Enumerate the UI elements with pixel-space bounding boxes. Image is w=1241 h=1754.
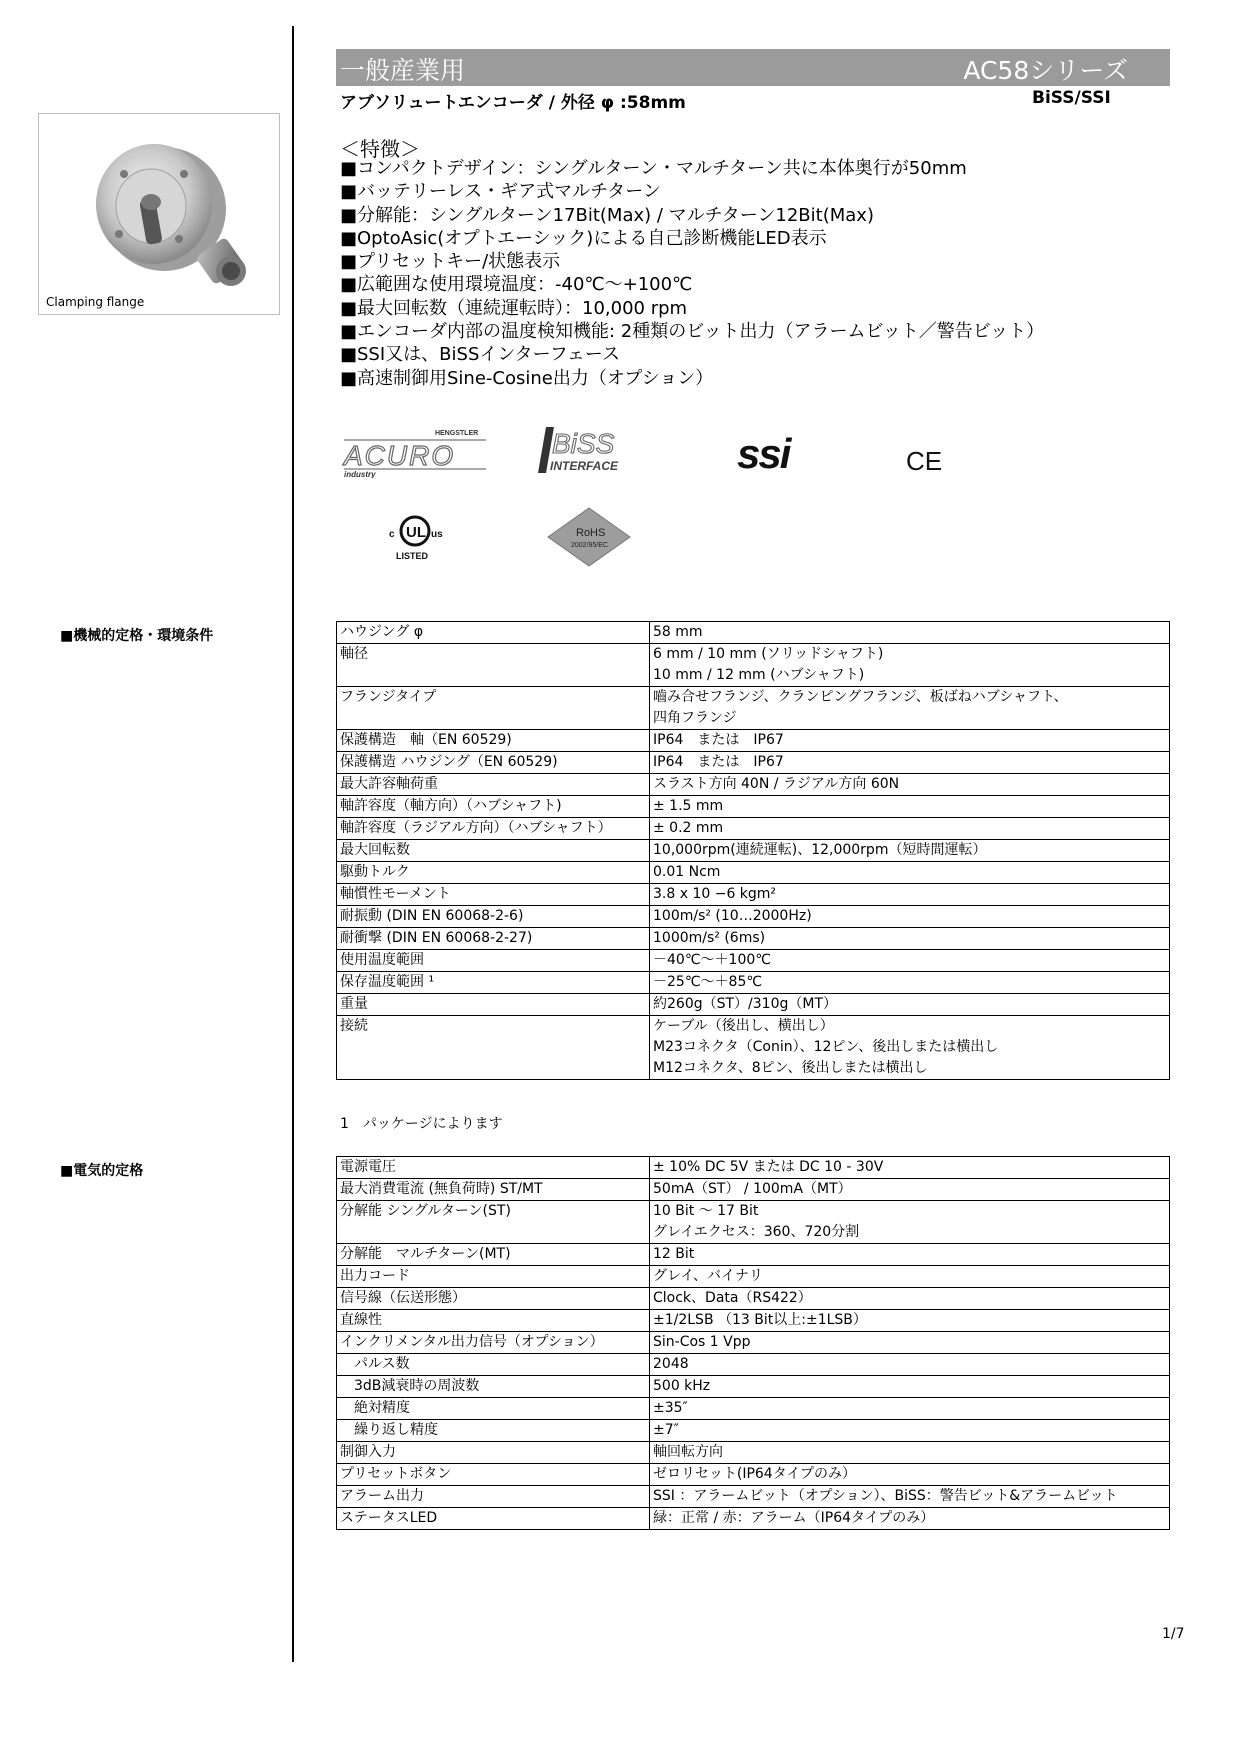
spec-value [650,1464,1170,1486]
spec-value [650,687,1170,730]
spec-value [650,1508,1170,1530]
spec-value-line: IP64 または IP67 [653,754,784,770]
table-row [337,840,1170,862]
spec-value-line: 50mA（ST） / 100mA（MT） [653,1181,852,1197]
feature-item: ■分解能：シングルターン17Bit(Max) / マルチターン12Bit(Max) [340,204,874,226]
table-row [337,994,1170,1016]
svg-text:industry: industry [344,470,376,478]
spec-value [650,1310,1170,1332]
spec-label: ステータスLED [337,1508,650,1530]
encoder-image [39,114,279,314]
table-row [337,928,1170,950]
svg-text:BiSS: BiSS [552,428,615,459]
table-row [337,906,1170,928]
table-row [337,796,1170,818]
spec-label: 保存温度範囲 ¹ [337,972,650,994]
spec-label: フランジタイプ [337,687,650,730]
spec-value [650,906,1170,928]
product-photo-box [38,113,280,315]
spec-value [650,1332,1170,1354]
table-row [337,1016,1170,1080]
spec-label: 最大許容軸荷重 [337,774,650,796]
spec-value-line: IP64 または IP67 [653,732,784,748]
spec-value [650,644,1170,687]
spec-label: パルス数 [337,1354,650,1376]
spec-label: プリセットボタン [337,1464,650,1486]
spec-value-line: 軸回転方向 [653,1444,723,1460]
features-heading: ＜特徴＞ [340,137,420,161]
spec-value-line: 100m/s² (10…2000Hz) [653,908,812,924]
spec-value-line: 1000m/s² (6ms) [653,930,766,946]
spec-value [650,884,1170,906]
spec-value-line: ±35″ [653,1400,688,1416]
svg-text:LISTED: LISTED [396,551,429,561]
spec-value-line: グレイエクセス：360、720分割 [653,1224,860,1240]
spec-value-line: M12コネクタ、8ピン、後出しまたは横出し [653,1060,928,1076]
spec-value-line: ±1/2LSB （13 Bit以上:±1LSB） [653,1312,867,1328]
spec-value [650,1266,1170,1288]
svg-text:us: us [431,529,443,540]
svg-text:c: c [389,529,395,540]
page-title: 一般産業用 [340,56,466,85]
spec-value-line: ± 10% DC 5V または DC 10 - 30V [653,1159,884,1175]
biss-interface-logo [536,425,642,475]
spec-value [650,774,1170,796]
table-row [337,1398,1170,1420]
spec-label: 軸径 [337,644,650,687]
spec-value-line: 緑：正常 / 赤：アラーム（IP64タイプのみ） [653,1510,935,1526]
table-row [337,687,1170,730]
spec-value [650,1244,1170,1266]
svg-text:ssi: ssi [737,432,790,476]
spec-label: 軸許容度（軸方向）（ハブシャフト) [337,796,650,818]
ce-mark-logo [906,447,942,475]
table-row [337,1376,1170,1398]
spec-label: 制御入力 [337,1442,650,1464]
table-row [337,1486,1170,1508]
spec-value [650,1486,1170,1508]
svg-text:UL: UL [406,524,426,541]
feature-item: ■バッテリーレス・ギア式マルチターン [340,181,661,203]
spec-value [650,1420,1170,1442]
svg-text:RoHS: RoHS [576,527,606,539]
spec-value [650,1354,1170,1376]
electrical-spec-table [336,1156,1170,1530]
feature-item: ■SSI又は、BiSSインターフェース [340,344,620,366]
table-row [337,1244,1170,1266]
spec-value-line: ± 1.5 mm [653,798,724,814]
series-title: AC58シリーズ [963,56,1128,85]
table-row [337,622,1170,644]
spec-label: 接続 [337,1016,650,1080]
feature-item: ■エンコーダ内部の温度検知機能: 2種類のビット出力（アラームビット／警告ビット） [340,321,1045,343]
spec-value [650,840,1170,862]
table-row [337,644,1170,687]
spec-value [650,1376,1170,1398]
product-subtitle: アブソリュートエンコーダ / 外径 φ :58mm [340,93,686,113]
spec-value-line: 12 Bit [653,1246,695,1262]
spec-value [650,1398,1170,1420]
spec-value [650,994,1170,1016]
spec-value-line: M23コネクタ（Conin）、12ピン、後出しまたは横出し [653,1039,999,1055]
spec-value-line: SSI ：アラームビット（オプション）、BiSS：警告ビット&アラームビット [653,1488,1118,1504]
spec-label: 3dB減衰時の周波数 [337,1376,650,1398]
spec-value [650,818,1170,840]
table-row [337,972,1170,994]
spec-value [650,796,1170,818]
table-row [337,1464,1170,1486]
svg-text:HENGSTLER: HENGSTLER [435,430,479,437]
spec-label: 軸慣性モーメント [337,884,650,906]
spec-value-line: 58 mm [653,624,703,640]
spec-label: 使用温度範囲 [337,950,650,972]
spec-value [650,752,1170,774]
spec-label: ハウジング φ [337,622,650,644]
spec-label: 保護構造 ハウジング（EN 60529) [337,752,650,774]
rohs-logo [544,506,634,568]
spec-value-line: 10 mm / 12 mm (ハブシャフト) [653,667,865,683]
spec-label: 駆動トルク [337,862,650,884]
feature-item: ■最大回転数（連続運転時）：10,000 rpm [340,297,688,319]
spec-value-line: 2048 [653,1356,689,1372]
spec-value-line: ± 0.2 mm [653,820,724,836]
feature-item: ■コンパクトデザイン：シングルターン・マルチターン共に本体奥行が50mm [340,158,967,179]
spec-label: 重量 [337,994,650,1016]
spec-value [650,730,1170,752]
spec-label: アラーム出力 [337,1486,650,1508]
spec-value-line: Sin-Cos 1 Vpp [653,1334,751,1350]
table-row [337,1201,1170,1244]
spec-value-line: 3.8 x 10 −6 kgm² [653,886,777,902]
spec-value [650,1442,1170,1464]
spec-label: 軸許容度（ラジアル方向）（ハブシャフト） [337,818,650,840]
spec-value [650,1179,1170,1201]
svg-text:CE: CE [906,447,942,475]
table-row [337,1420,1170,1442]
spec-label: 分解能 シングルターン(ST) [337,1201,650,1244]
spec-value-line: 6 mm / 10 mm (ソリッドシャフト) [653,646,884,662]
spec-value-line: グレイ、バイナリ [653,1268,764,1284]
table-row [337,884,1170,906]
spec-value-line: 嚙み合せフランジ、クランピングフランジ、板ばねハブシャフト、 [653,689,1068,705]
spec-value [650,928,1170,950]
acuro-logo [340,426,490,478]
feature-item: ■OptoAsic(オプトエーシック)による自己診断機能LED表示 [340,227,827,249]
footnote: 1 パッケージによります [340,1116,503,1132]
spec-label: 最大消費電流 (無負荷時) ST/MT [337,1179,650,1201]
table-row [337,950,1170,972]
spec-label: 保護構造 軸（EN 60529) [337,730,650,752]
spec-label: 最大回転数 [337,840,650,862]
spec-value-line: 500 kHz [653,1378,711,1394]
table-row [337,752,1170,774]
spec-value-line: ゼロリセット(IP64タイプのみ） [653,1466,857,1482]
title-bar [336,49,1170,86]
feature-item: ■高速制御用Sine-Cosine出力（オプション） [340,367,714,389]
spec-value-line: ケーブル（後出し、横出し） [653,1018,834,1034]
spec-value [650,950,1170,972]
spec-value [650,1016,1170,1080]
spec-label: 分解能 マルチターン(MT) [337,1244,650,1266]
svg-text:2002/95/EC: 2002/95/EC [571,542,608,549]
spec-value-line: －40℃～＋100℃ [653,952,771,968]
feature-item: ■広範囲な使用環境温度：-40℃～+100℃ [340,274,693,296]
spec-value-line: －25℃～＋85℃ [653,974,763,990]
table-row [337,1179,1170,1201]
table-row [337,1442,1170,1464]
table-row [337,1266,1170,1288]
table-row [337,1508,1170,1530]
spec-value-line: Clock、Data（RS422） [653,1290,812,1306]
spec-value [650,622,1170,644]
table-row [337,730,1170,752]
spec-value-line: 0.01 Ncm [653,864,721,880]
spec-label: 出力コード [337,1266,650,1288]
spec-value-line: 四角フランジ [653,710,737,726]
spec-label: 信号線（伝送形態） [337,1288,650,1310]
page-number: 1/7 [1162,1626,1185,1642]
table-row [337,1332,1170,1354]
spec-label: 絶対精度 [337,1398,650,1420]
spec-value [650,1288,1170,1310]
interface-label: BiSS/SSI [1032,88,1111,108]
spec-label: 直線性 [337,1310,650,1332]
table-row [337,1157,1170,1179]
spec-label: インクリメンタル出力信号（オプション） [337,1332,650,1354]
photo-caption: Clamping flange [46,295,145,309]
spec-value-line: 約260g（ST）/310g（MT） [653,996,838,1012]
spec-value [650,972,1170,994]
vertical-divider [292,26,294,1662]
mechanical-spec-table [336,621,1170,1080]
features-list [340,157,1044,390]
spec-value-line: ±7″ [653,1422,679,1438]
spec-label: 耐振動 (DIN EN 60068-2-6) [337,906,650,928]
spec-value-line: スラスト方向 40N / ラジアル方向 60N [653,776,900,792]
spec-value [650,1157,1170,1179]
svg-text:INTERFACE: INTERFACE [550,459,619,473]
mechanical-section-label: ■機械的定格・環境条件 [60,628,214,644]
table-row [337,1310,1170,1332]
table-row [337,774,1170,796]
svg-text:ACURO: ACURO [344,440,456,471]
ul-listed-logo [386,506,446,566]
ssi-logo [735,432,825,476]
table-row [337,1288,1170,1310]
spec-label: 電源電圧 [337,1157,650,1179]
spec-label: 耐衝撃 (DIN EN 60068-2-27) [337,928,650,950]
feature-item: ■プリセットキー/状態表示 [340,251,561,273]
spec-value-line: 10 Bit ～ 17 Bit [653,1203,759,1219]
spec-value-line: 10,000rpm(連続運転)、12,000rpm（短時間運転） [653,842,987,858]
table-row [337,818,1170,840]
spec-value [650,1201,1170,1244]
electrical-section-label: ■電気的定格 [60,1163,144,1179]
spec-value [650,862,1170,884]
table-row [337,862,1170,884]
spec-label: 繰り返し精度 [337,1420,650,1442]
table-row [337,1354,1170,1376]
